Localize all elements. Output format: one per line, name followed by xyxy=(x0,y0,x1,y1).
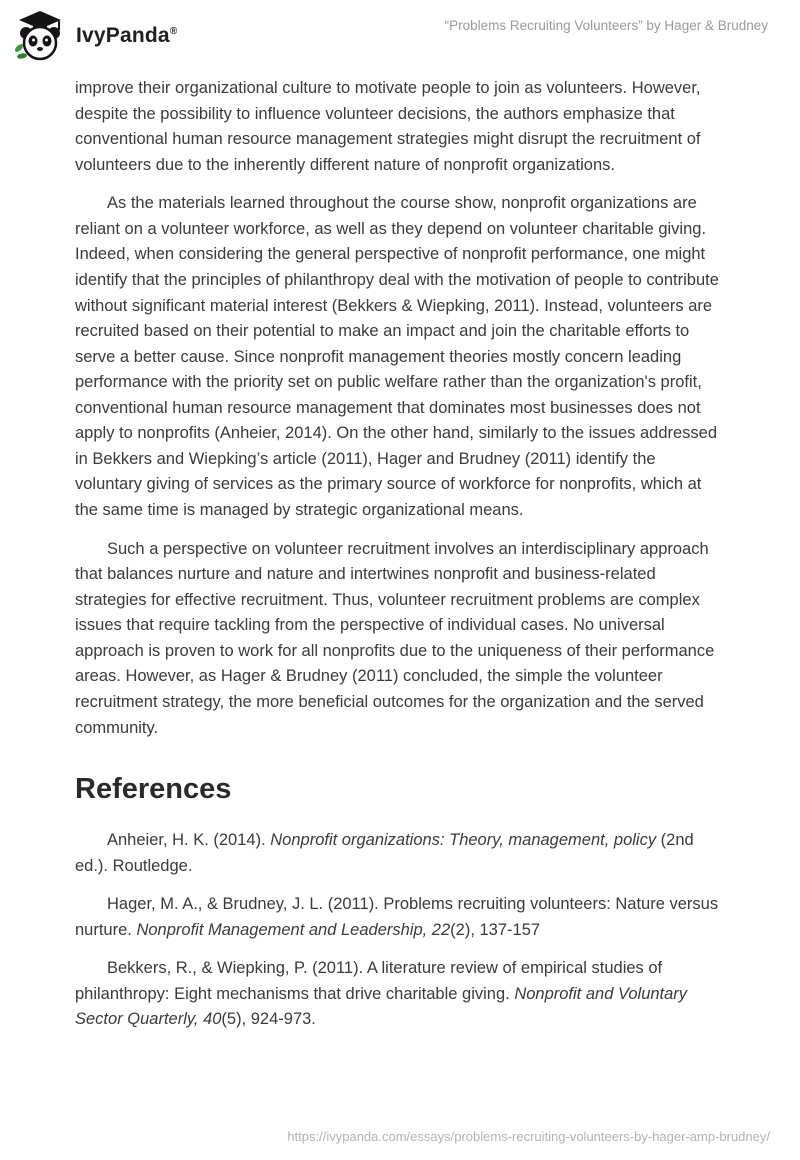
registered-mark: ® xyxy=(169,26,178,37)
reference-entry-2 xyxy=(75,892,725,943)
ivypanda-logo-icon xyxy=(14,10,66,62)
reference-3-post: (5), 924-973. xyxy=(221,1010,316,1029)
source-url: https://ivypanda.com/essays/problems-recruiting-volunteers-by-hager-amp-brudney/ xyxy=(287,1129,770,1144)
reference-entry-1 xyxy=(75,828,725,879)
brand xyxy=(14,10,177,62)
reference-1-post: (2nd ed.). Routledge. xyxy=(75,831,694,875)
references-heading: References xyxy=(75,773,232,806)
paragraph-3: Such a perspective on volunteer recruitment involves an interdisciplinary approach that balances nurture and nature and intertwines nonprofit and business-related strategies for effective recruitment. Thus, volunteer recruitment problems are complex issues that require tackling from the perspective of individual cases. No universal approach is proven to work for all nonprofits due to the uniqueness of their performance areas. However, as Hager & Brudney (2011) concluded, the simple the volunteer recruitment strategy, the more beneficial outcomes for the organization and the served community. xyxy=(75,539,715,737)
document-title: “Problems Recruiting Volunteers” by Hager & Brudney xyxy=(444,18,768,33)
reference-2-pre: Hager, M. A., & Brudney, J. L. (2011). Problems recruiting volunteers: Nature versus nurture. xyxy=(75,895,719,939)
paragraph-2: As the materials learned throughout the course show, nonprofit organizations are reliant on a volunteer workforce, as well as they depend on volunteer charitable giving. Indeed, when considering the general perspective of nonprofit performance, one might identify that the principles of philanthropy deal with the motivation of people to contribute without significant material interest (Bekkers & Wiepking, 2011). Instead, volunteers are recruited based on their potential to make an impact and join the charitable efforts to serve a better cause. Since nonprofit management theories mostly concern leading performance with the priority set on public welfare rather than the organization's profit, conventional human resource management that dominates most businesses does not apply to nonprofits (Anheier, 2014). On the other hand, similarly to the issues addressed in Bekkers and Wiepking’s article (2011), Hager and Brudney (2011) identify the voluntary giving of services as the primary source of workforce for nonprofits, which at the same time is managed by strategic organizational means. xyxy=(75,194,719,519)
reference-3-pre: Bekkers, R., & Wiepking, P. (2011). A literature review of empirical studies of philanthropy: Eight mechanisms that drive charitable giving. xyxy=(75,959,663,1003)
brand-name-text: IvyPanda xyxy=(76,24,170,47)
page-header xyxy=(0,0,800,68)
document-body xyxy=(0,68,800,1033)
brand-name xyxy=(76,24,177,48)
reference-1-pre: Anheier, H. K. (2014). xyxy=(107,831,271,850)
reference-entry-3 xyxy=(75,956,725,1033)
reference-1-italic: Nonprofit organizations: Theory, management, policy xyxy=(270,831,657,850)
reference-3-italic: Nonprofit and Voluntary Sector Quarterly, 40 xyxy=(75,984,688,1029)
reference-2-post: (2), 137-157 xyxy=(450,920,541,939)
paragraph-1: improve their organizational culture to motivate people to join as volunteers. However, despite the possibility to influence volunteer decisions, the authors emphasize that conventional human resource management strategies might disrupt the recruitment of volunteers due to the inherently different nature of nonprofit organizations. xyxy=(75,79,701,174)
reference-2-italic: Nonprofit Management and Leadership, 22 xyxy=(136,920,451,939)
